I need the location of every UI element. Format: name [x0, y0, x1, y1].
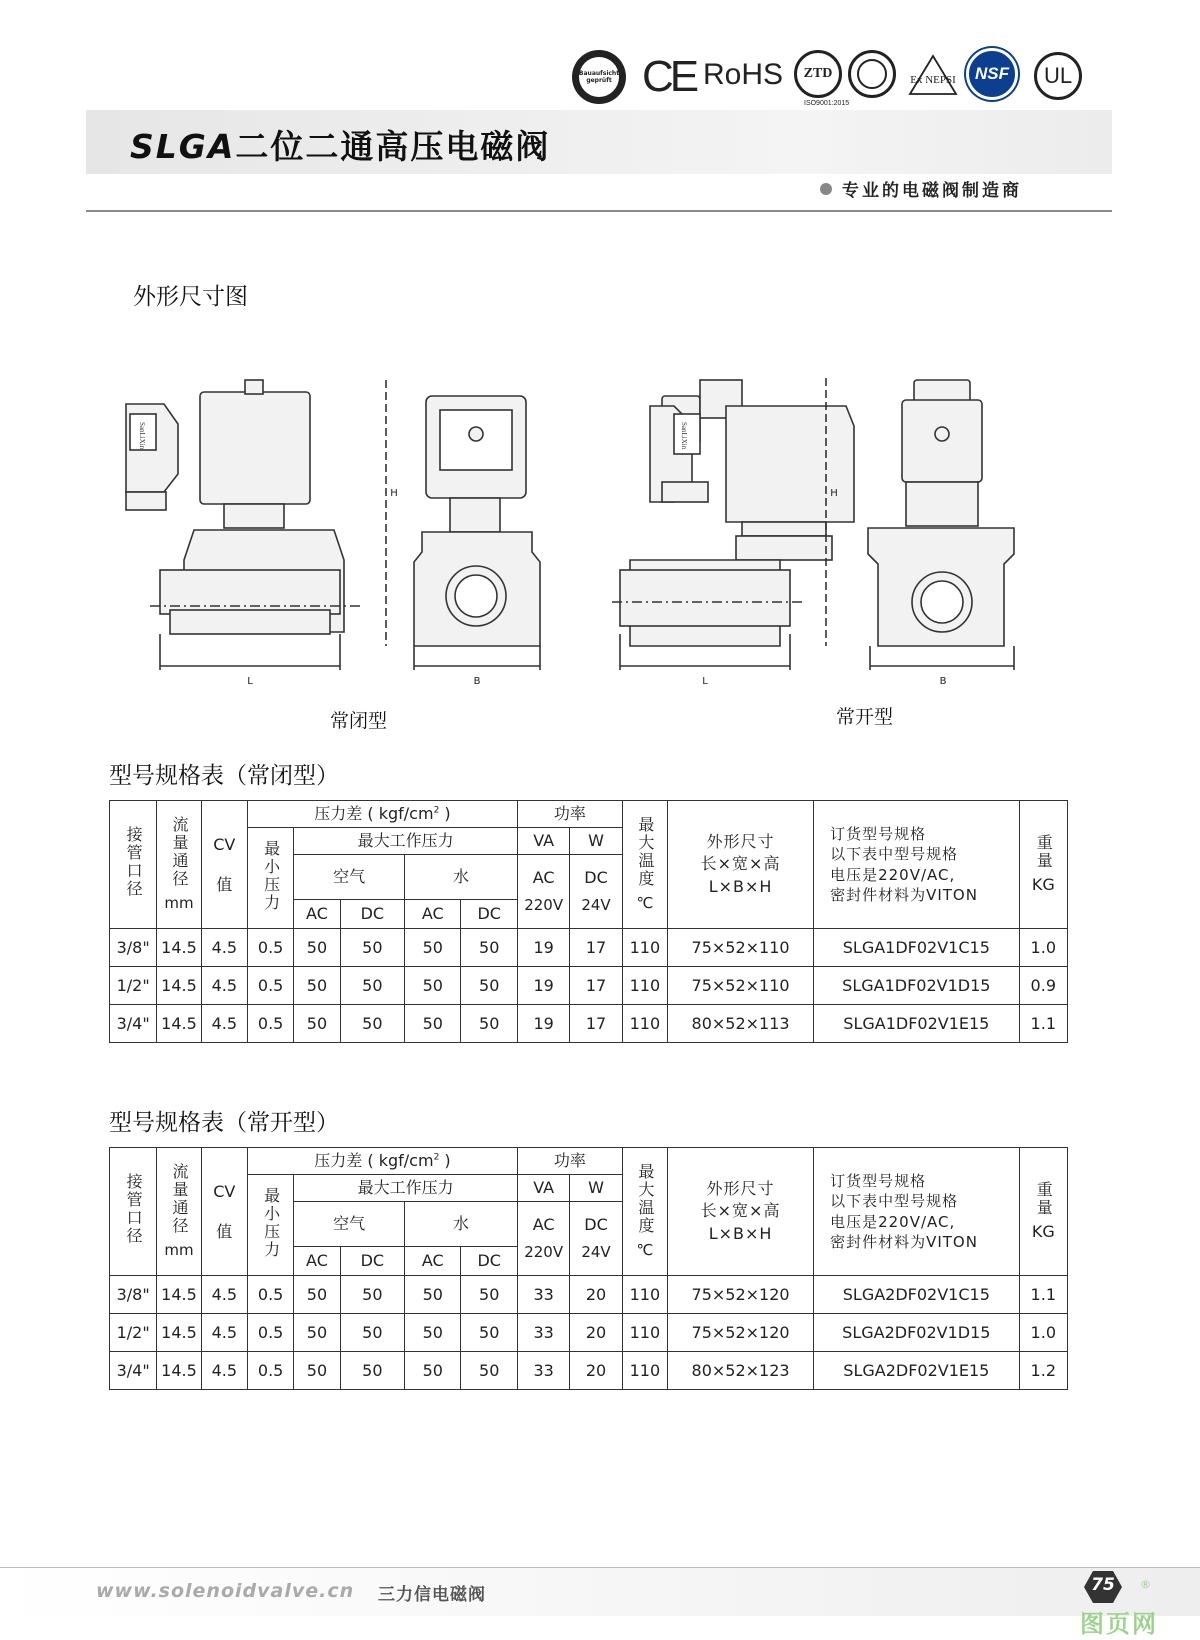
- table-cell: 17: [570, 1005, 622, 1043]
- nc-variant-label: 常闭型: [330, 710, 388, 732]
- order-header: 订货型号规格 以下表中型号规格 电压是220V/AC, 密封件材料为VITON: [814, 1148, 1019, 1276]
- air-dc-header: DC: [340, 900, 404, 929]
- no-dim-h: H: [830, 488, 838, 499]
- table-cell: 110: [622, 1005, 667, 1043]
- table-cell: 75×52×120: [668, 1276, 814, 1314]
- globe-logo: [848, 50, 896, 98]
- title-cn: 二位二通高压电磁阀: [235, 127, 551, 166]
- nc-dim-b: B: [473, 676, 481, 687]
- table-cell: 80×52×123: [668, 1352, 814, 1390]
- footer-url: www.solenoidvalve.cn: [96, 1580, 355, 1602]
- water-ac-header: AC: [405, 1247, 461, 1276]
- table-cell: 19: [517, 967, 569, 1005]
- table-row: [110, 1314, 1068, 1352]
- table-cell: 50: [405, 1314, 461, 1352]
- page-number-badge: [1083, 1570, 1123, 1604]
- table-cell: 50: [340, 1314, 404, 1352]
- page-number: 75: [1091, 1575, 1115, 1595]
- table-cell: 1.1: [1019, 1276, 1067, 1314]
- table-cell: 3/8": [110, 929, 157, 967]
- order-header: 订货型号规格 以下表中型号规格 电压是220V/AC, 密封件材料为VITON: [814, 801, 1019, 929]
- table-cell: 4.5: [201, 1314, 247, 1352]
- table-cell: 80×52×113: [668, 1005, 814, 1043]
- table-cell: 0.5: [247, 1352, 293, 1390]
- table-cell: 50: [461, 1005, 517, 1043]
- rohs-logo: RoHS: [703, 58, 784, 91]
- water-dc-header: DC: [461, 1247, 517, 1276]
- table-cell: 50: [340, 929, 404, 967]
- table-cell: 1.0: [1019, 929, 1067, 967]
- no-coil-brand: SanLiXin: [680, 422, 688, 450]
- nc-spec-table: [109, 800, 1068, 1043]
- table-cell: 50: [340, 1005, 404, 1043]
- tagline: [820, 176, 1022, 201]
- nc-side-view: [126, 380, 386, 670]
- table-cell: 75×52×120: [668, 1314, 814, 1352]
- table-cell: 4.5: [201, 1005, 247, 1043]
- tuv-logo-text: Bauaufsicht geprüft: [579, 57, 619, 97]
- air-header: 空气: [294, 855, 405, 900]
- table-cell: 50: [294, 1276, 340, 1314]
- table-cell: 50: [340, 1276, 404, 1314]
- table-cell: 50: [405, 1005, 461, 1043]
- no-variant-label: 常开型: [836, 706, 894, 728]
- table-cell: 1.1: [1019, 1005, 1067, 1043]
- power-header: 功率: [517, 801, 622, 828]
- table-cell: 17: [570, 967, 622, 1005]
- table-cell: 4.5: [201, 967, 247, 1005]
- table-cell: 14.5: [157, 929, 201, 967]
- max-temp-header: 最大温度 ℃: [622, 1148, 667, 1276]
- table-cell: 50: [461, 1276, 517, 1314]
- nc-dim-l: L: [247, 676, 253, 687]
- table-cell: 33: [517, 1314, 569, 1352]
- air-ac-header: AC: [294, 900, 340, 929]
- ce-logo: CE: [642, 52, 696, 101]
- dims-header: 外形尺寸 长×宽×高 L×B×H: [668, 801, 814, 929]
- no-side-view: [612, 378, 854, 670]
- weight-header: 重量 KG: [1019, 801, 1067, 929]
- air-header: 空气: [294, 1202, 405, 1247]
- pipe-header: 接管口径: [110, 1148, 157, 1276]
- dimension-heading: 外形尺寸图: [133, 284, 248, 310]
- table-cell: 110: [622, 929, 667, 967]
- w-header: W: [570, 1175, 622, 1202]
- table-row: [110, 929, 1068, 967]
- table-cell: 50: [461, 1352, 517, 1390]
- table-cell: 110: [622, 1352, 667, 1390]
- table-cell: 75×52×110: [668, 967, 814, 1005]
- table-cell: 33: [517, 1276, 569, 1314]
- table-row: [110, 1276, 1068, 1314]
- va-header: VA: [517, 1175, 569, 1202]
- table-cell: SLGA1DF02V1E15: [814, 1005, 1019, 1043]
- table-cell: 50: [294, 1352, 340, 1390]
- air-dc-header: DC: [340, 1247, 404, 1276]
- no-front-view: [868, 380, 1014, 670]
- table-cell: 19: [517, 1005, 569, 1043]
- table-cell: 50: [461, 1314, 517, 1352]
- min-pressure-header: 最小压力: [247, 1175, 293, 1276]
- table-cell: 33: [517, 1352, 569, 1390]
- pipe-header: 接管口径: [110, 801, 157, 929]
- table-cell: 75×52×110: [668, 929, 814, 967]
- table-cell: SLGA1DF02V1C15: [814, 929, 1019, 967]
- table-cell: 3/4": [110, 1005, 157, 1043]
- table-cell: 3/4": [110, 1352, 157, 1390]
- dc-24v-header: DC 24V: [570, 855, 622, 929]
- iso-text: ISO9001:2015: [804, 100, 850, 107]
- table-cell: 50: [294, 967, 340, 1005]
- weight-header: 重量 KG: [1019, 1148, 1067, 1276]
- no-table-heading: 型号规格表（常开型）: [109, 1110, 339, 1136]
- w-header: W: [570, 828, 622, 855]
- table-cell: 4.5: [201, 1276, 247, 1314]
- table-cell: 0.5: [247, 967, 293, 1005]
- table-cell: 110: [622, 967, 667, 1005]
- va-header: VA: [517, 828, 569, 855]
- min-pressure-header: 最小压力: [247, 828, 293, 929]
- table-cell: 14.5: [157, 967, 201, 1005]
- table-cell: 50: [340, 967, 404, 1005]
- table-cell: 14.5: [157, 1352, 201, 1390]
- table-cell: 50: [405, 929, 461, 967]
- watermark-registered: ®: [1140, 1578, 1151, 1591]
- table-cell: 110: [622, 1276, 667, 1314]
- nc-front-view: [414, 396, 540, 670]
- table-cell: SLGA2DF02V1D15: [814, 1314, 1019, 1352]
- dc-24v-header: DC 24V: [570, 1202, 622, 1276]
- table-cell: 50: [340, 1352, 404, 1390]
- water-header: 水: [405, 855, 518, 900]
- table-cell: 50: [294, 1005, 340, 1043]
- water-dc-header: DC: [461, 900, 517, 929]
- ex-logo-text: Ex NEPSI: [910, 74, 956, 86]
- table-cell: 19: [517, 929, 569, 967]
- table-cell: 17: [570, 929, 622, 967]
- bullet-icon: [820, 183, 832, 195]
- table-cell: 0.5: [247, 1005, 293, 1043]
- ul-logo: UL: [1034, 52, 1082, 100]
- cv-header: CV 值: [201, 1148, 247, 1276]
- table-cell: 50: [405, 967, 461, 1005]
- table-cell: 1/2": [110, 1314, 157, 1352]
- nc-table-heading: 型号规格表（常闭型）: [109, 763, 339, 789]
- table-cell: 14.5: [157, 1005, 201, 1043]
- pressure-header: 压力差 ( kgf/$cm^2$ ): [247, 1148, 517, 1175]
- max-work-header: 最大工作压力: [294, 828, 518, 855]
- table-cell: 50: [294, 929, 340, 967]
- table-row: [110, 1005, 1068, 1043]
- table-cell: 20: [570, 1352, 622, 1390]
- table-cell: 50: [405, 1352, 461, 1390]
- certification-logos: [568, 48, 1088, 114]
- max-work-header: 最大工作压力: [294, 1175, 518, 1202]
- ac-220v-header: AC 220V: [517, 855, 569, 929]
- table-cell: 110: [622, 1314, 667, 1352]
- table-cell: 4.5: [201, 929, 247, 967]
- table-cell: 14.5: [157, 1276, 201, 1314]
- table-cell: 50: [294, 1314, 340, 1352]
- table-cell: 0.5: [247, 1276, 293, 1314]
- table-cell: 3/8": [110, 1276, 157, 1314]
- table-cell: 20: [570, 1314, 622, 1352]
- nc-coil-brand: SanLiXin: [138, 422, 146, 450]
- table-cell: 20: [570, 1276, 622, 1314]
- ztd-logo: ZTD: [794, 50, 842, 98]
- footer-brand: 三力信电磁阀: [378, 1585, 486, 1605]
- page-title: [130, 121, 550, 168]
- no-dim-b: B: [939, 676, 947, 687]
- ex-logo: [908, 54, 958, 96]
- nsf-logo: NSF: [966, 48, 1018, 100]
- table-row: [110, 1352, 1068, 1390]
- table-cell: 50: [405, 1276, 461, 1314]
- nc-dim-h: H: [390, 488, 398, 499]
- max-temp-header: 最大温度 ℃: [622, 801, 667, 929]
- dims-header: 外形尺寸 长×宽×高 L×B×H: [668, 1148, 814, 1276]
- title-latin: SLGA: [130, 127, 236, 166]
- pressure-header: 压力差 ( kgf/$cm^2$ ): [247, 801, 517, 828]
- tagline-text: 专业的电磁阀制造商: [842, 181, 1022, 201]
- table-cell: 1.0: [1019, 1314, 1067, 1352]
- table-cell: 1.2: [1019, 1352, 1067, 1390]
- table-cell: SLGA2DF02V1E15: [814, 1352, 1019, 1390]
- table-cell: 4.5: [201, 1352, 247, 1390]
- ac-220v-header: AC 220V: [517, 1202, 569, 1276]
- no-dim-l: L: [702, 676, 708, 687]
- tuv-logo: [572, 50, 626, 104]
- table-cell: SLGA1DF02V1D15: [814, 967, 1019, 1005]
- table-cell: 0.9: [1019, 967, 1067, 1005]
- air-ac-header: AC: [294, 1247, 340, 1276]
- table-cell: 0.5: [247, 1314, 293, 1352]
- water-ac-header: AC: [405, 900, 461, 929]
- table-cell: 50: [461, 967, 517, 1005]
- table-cell: 1/2": [110, 967, 157, 1005]
- header-divider: [86, 210, 1112, 212]
- table-cell: 50: [461, 929, 517, 967]
- dimension-drawings: [138, 370, 1060, 690]
- no-spec-table: [109, 1147, 1068, 1390]
- watermark: 图页网: [1080, 1610, 1158, 1638]
- flow-header: 流量通径 mm: [157, 801, 201, 929]
- table-cell: SLGA2DF02V1C15: [814, 1276, 1019, 1314]
- cv-header: CV 值: [201, 801, 247, 929]
- table-cell: 14.5: [157, 1314, 201, 1352]
- table-cell: 0.5: [247, 929, 293, 967]
- flow-header: 流量通径 mm: [157, 1148, 201, 1276]
- power-header: 功率: [517, 1148, 622, 1175]
- water-header: 水: [405, 1202, 518, 1247]
- table-row: [110, 967, 1068, 1005]
